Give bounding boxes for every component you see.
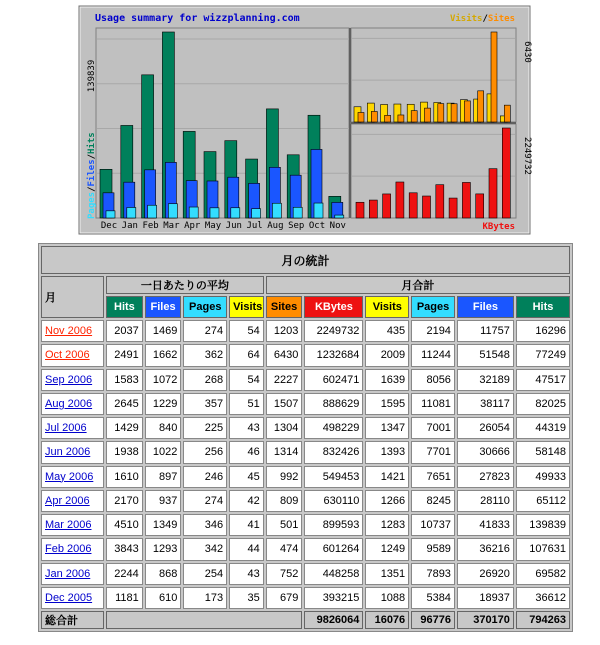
x-tick-jan: Jan <box>121 221 138 231</box>
bar-pages-nov <box>335 215 344 218</box>
daily-pages-cell: 274 <box>183 490 227 512</box>
month-link[interactable]: Sep 2006 <box>45 373 93 386</box>
total-visits-cell: 1595 <box>365 393 409 415</box>
monthly-total-header: 月合計 <box>266 276 570 294</box>
grand-total-files: 370170 <box>457 611 514 629</box>
legend-files: Files <box>87 159 97 187</box>
total-kbytes-cell: 549453 <box>304 466 363 488</box>
bar-kbytes-may <box>423 196 431 218</box>
daily-hits-cell: 1181 <box>106 587 143 609</box>
bar-sites-jul <box>451 104 457 122</box>
daily-pages-cell: 256 <box>183 441 227 463</box>
daily-pages-cell: 254 <box>183 563 227 585</box>
stats-title: 月の統計 <box>41 246 570 274</box>
total-hits-cell: 47517 <box>516 369 570 391</box>
total-files-cell: 38117 <box>457 393 514 415</box>
total-sites-cell: 809 <box>266 490 303 512</box>
total-files-cell: 26920 <box>457 563 514 585</box>
total-sites-cell: 752 <box>266 563 303 585</box>
total-pages-cell: 11244 <box>411 344 455 366</box>
bar-pages-may <box>210 208 219 218</box>
month-link[interactable]: Jul 2006 <box>45 422 87 435</box>
usage-chart-svg <box>79 6 530 234</box>
bar-kbytes-sep <box>476 194 484 218</box>
total-sites-cell: 1507 <box>266 393 303 415</box>
kbytes-label: KBytes <box>482 222 515 232</box>
daily-col-header-files: Files <box>145 296 182 318</box>
bar-pages-feb <box>148 205 157 218</box>
total-kbytes-cell: 602471 <box>304 369 363 391</box>
total-visits-cell: 2009 <box>365 344 409 366</box>
legend-pages: Pages <box>87 191 97 219</box>
month-column-header: 月 <box>41 276 104 318</box>
total-pages-cell: 7651 <box>411 466 455 488</box>
x-tick-mar: Mar <box>163 221 180 231</box>
daily-visits-cell: 54 <box>229 369 264 391</box>
daily-pages-cell: 225 <box>183 417 227 439</box>
daily-pages-cell: 246 <box>183 466 227 488</box>
legend-sep: / <box>482 14 488 24</box>
totals-row <box>41 611 570 629</box>
bar-pages-apr <box>189 207 198 218</box>
bar-sites-mar <box>398 115 404 122</box>
bar-kbytes-apr <box>409 193 417 218</box>
daily-hits-cell: 3843 <box>106 538 143 560</box>
bar-sites-aug <box>464 101 470 122</box>
daily-hits-cell: 2491 <box>106 344 143 366</box>
daily-visits-cell: 44 <box>229 538 264 560</box>
daily-visits-cell: 43 <box>229 563 264 585</box>
month-link[interactable]: Jun 2006 <box>45 446 91 459</box>
total-files-cell: 28110 <box>457 490 514 512</box>
daily-col-header-pages: Pages <box>183 296 227 318</box>
month-cell <box>41 393 104 415</box>
bar-pages-aug <box>272 203 281 218</box>
total-col-header-pages: Pages <box>411 296 455 318</box>
daily-visits-cell: 45 <box>229 466 264 488</box>
daily-files-cell: 1229 <box>145 393 182 415</box>
total-pages-cell: 7701 <box>411 441 455 463</box>
x-tick-may: May <box>204 221 222 231</box>
grand-total-pages: 96776 <box>411 611 455 629</box>
month-link[interactable]: Nov 2006 <box>45 325 93 338</box>
daily-hits-cell: 2645 <box>106 393 143 415</box>
total-hits-cell: 16296 <box>516 320 570 342</box>
daily-visits-cell: 35 <box>229 587 264 609</box>
total-sites-cell: 474 <box>266 538 303 560</box>
month-cell <box>41 538 104 560</box>
total-visits-cell: 1639 <box>365 369 409 391</box>
table-row <box>41 538 570 560</box>
daily-hits-cell: 1429 <box>106 417 143 439</box>
month-cell <box>41 490 104 512</box>
daily-pages-cell: 346 <box>183 514 227 536</box>
month-cell <box>41 417 104 439</box>
total-files-cell: 36216 <box>457 538 514 560</box>
month-cell <box>41 563 104 585</box>
total-visits-cell: 1249 <box>365 538 409 560</box>
legend-sites: Sites <box>487 14 515 24</box>
total-kbytes-cell: 888629 <box>304 393 363 415</box>
month-link[interactable]: May 2006 <box>45 470 94 483</box>
daily-files-cell: 840 <box>145 417 182 439</box>
daily-pages-cell: 274 <box>183 320 227 342</box>
total-visits-cell: 1283 <box>365 514 409 536</box>
total-files-cell: 18937 <box>457 587 514 609</box>
total-kbytes-cell: 832426 <box>304 441 363 463</box>
total-hits-cell: 36612 <box>516 587 570 609</box>
total-sites-cell: 1203 <box>266 320 303 342</box>
total-sites-cell: 679 <box>266 587 303 609</box>
daily-visits-cell: 46 <box>229 441 264 463</box>
total-files-cell: 26054 <box>457 417 514 439</box>
bar-kbytes-dec <box>356 202 364 218</box>
daily-files-cell: 1022 <box>145 441 182 463</box>
total-files-cell: 51548 <box>457 344 514 366</box>
total-kbytes-cell: 899593 <box>304 514 363 536</box>
total-visits-cell: 1347 <box>365 417 409 439</box>
daily-files-cell: 937 <box>145 490 182 512</box>
totals-blank <box>106 611 302 629</box>
total-pages-cell: 10737 <box>411 514 455 536</box>
main-y-legend: Pages/Files/Hits <box>87 132 97 219</box>
daily-pages-cell: 173 <box>183 587 227 609</box>
daily-visits-cell: 64 <box>229 344 264 366</box>
bar-kbytes-aug <box>462 182 470 218</box>
x-tick-dec: Dec <box>100 221 118 231</box>
bar-kbytes-mar <box>396 182 404 218</box>
bar-kbytes-jul <box>449 198 457 218</box>
daily-files-cell: 610 <box>145 587 182 609</box>
daily-hits-cell: 2170 <box>106 490 143 512</box>
total-visits-cell: 435 <box>365 320 409 342</box>
total-pages-cell: 11081 <box>411 393 455 415</box>
total-col-header-hits: Hits <box>516 296 570 318</box>
month-link[interactable]: Jan 2006 <box>45 567 91 580</box>
month-cell <box>41 344 104 366</box>
bar-sites-may <box>425 108 431 122</box>
table-row <box>41 393 570 415</box>
x-tick-apr: Apr <box>184 221 201 231</box>
bar-pages-dec <box>106 211 115 218</box>
total-kbytes-cell: 498229 <box>304 417 363 439</box>
table-row <box>41 490 570 512</box>
x-tick-nov: Nov <box>329 221 346 231</box>
daily-pages-cell: 342 <box>183 538 227 560</box>
daily-files-cell: 897 <box>145 466 182 488</box>
bar-sites-sep <box>478 91 484 122</box>
total-hits-cell: 139839 <box>516 514 570 536</box>
grand-total-hits: 794263 <box>516 611 570 629</box>
total-sites-cell: 1304 <box>266 417 303 439</box>
total-files-cell: 11757 <box>457 320 514 342</box>
table-row <box>41 466 570 488</box>
month-cell <box>41 587 104 609</box>
total-files-cell: 27823 <box>457 466 514 488</box>
bar-pages-jun <box>231 208 240 218</box>
bar-pages-oct <box>314 203 323 218</box>
daily-hits-cell: 1938 <box>106 441 143 463</box>
total-visits-cell: 1421 <box>365 466 409 488</box>
total-files-cell: 30666 <box>457 441 514 463</box>
monthly-stats-table <box>39 244 572 631</box>
total-col-header-visits: Visits <box>365 296 409 318</box>
total-files-cell: 32189 <box>457 369 514 391</box>
total-kbytes-cell: 601264 <box>304 538 363 560</box>
bar-kbytes-feb <box>383 194 391 218</box>
kbytes-y-max-label: 2249732 <box>522 137 532 175</box>
daily-pages-cell: 268 <box>183 369 227 391</box>
daily-hits-cell: 1583 <box>106 369 143 391</box>
x-tick-aug: Aug <box>267 221 284 231</box>
x-tick-jul: Jul <box>246 221 263 231</box>
month-link[interactable]: Dec 2005 <box>45 591 93 604</box>
bar-kbytes-nov <box>502 128 510 218</box>
table-row <box>41 587 570 609</box>
month-link[interactable]: Mar 2006 <box>45 519 92 532</box>
grand-total-visits: 16076 <box>365 611 409 629</box>
total-col-header-kbytes: KBytes <box>304 296 363 318</box>
daily-files-cell: 1293 <box>145 538 182 560</box>
daily-visits-cell: 42 <box>229 490 264 512</box>
table-row <box>41 344 570 366</box>
total-pages-cell: 7001 <box>411 417 455 439</box>
month-cell <box>41 466 104 488</box>
bar-sites-dec <box>358 112 364 122</box>
total-col-header-sites: Sites <box>266 296 303 318</box>
totals-label: 総合計 <box>41 611 104 629</box>
table-row <box>41 514 570 536</box>
bar-kbytes-jan <box>369 200 377 218</box>
total-hits-cell: 65112 <box>516 490 570 512</box>
daily-files-cell: 868 <box>145 563 182 585</box>
bar-pages-jul <box>252 209 261 218</box>
total-kbytes-cell: 393215 <box>304 587 363 609</box>
grand-total-kbytes: 9826064 <box>304 611 363 629</box>
total-sites-cell: 1314 <box>266 441 303 463</box>
total-pages-cell: 8245 <box>411 490 455 512</box>
total-pages-cell: 8056 <box>411 369 455 391</box>
daily-visits-cell: 51 <box>229 393 264 415</box>
total-kbytes-cell: 448258 <box>304 563 363 585</box>
total-col-header-files: Files <box>457 296 514 318</box>
daily-col-header-hits: Hits <box>106 296 143 318</box>
daily-col-header-visits: Visits <box>229 296 264 318</box>
month-cell <box>41 320 104 342</box>
bar-sites-apr <box>411 111 417 122</box>
daily-files-cell: 1349 <box>145 514 182 536</box>
total-pages-cell: 2194 <box>411 320 455 342</box>
total-hits-cell: 77249 <box>516 344 570 366</box>
legend-visits: Visits <box>449 14 483 24</box>
legend-hits: Hits <box>87 132 97 154</box>
total-hits-cell: 44319 <box>516 417 570 439</box>
month-link[interactable]: Feb 2006 <box>45 543 92 556</box>
total-hits-cell: 82025 <box>516 393 570 415</box>
daily-hits-cell: 2244 <box>106 563 143 585</box>
total-kbytes-cell: 2249732 <box>304 320 363 342</box>
total-pages-cell: 5384 <box>411 587 455 609</box>
total-sites-cell: 992 <box>266 466 303 488</box>
bar-kbytes-jun <box>436 185 444 218</box>
table-row <box>41 417 570 439</box>
daily-pages-cell: 357 <box>183 393 227 415</box>
x-tick-oct: Oct <box>308 221 326 231</box>
total-hits-cell: 69582 <box>516 563 570 585</box>
daily-hits-cell: 4510 <box>106 514 143 536</box>
month-cell <box>41 514 104 536</box>
daily-visits-cell: 43 <box>229 417 264 439</box>
total-visits-cell: 1351 <box>365 563 409 585</box>
chart-title: Usage summary for wizzplanning.com <box>95 13 300 24</box>
total-sites-cell: 501 <box>266 514 303 536</box>
total-hits-cell: 49933 <box>516 466 570 488</box>
total-visits-cell: 1266 <box>365 490 409 512</box>
table-row <box>41 320 570 342</box>
daily-files-cell: 1469 <box>145 320 182 342</box>
bar-sites-jan <box>371 111 377 122</box>
total-sites-cell: 6430 <box>266 344 303 366</box>
total-sites-cell: 2227 <box>266 369 303 391</box>
x-tick-feb: Feb <box>142 221 159 231</box>
total-kbytes-cell: 630110 <box>304 490 363 512</box>
month-cell <box>41 369 104 391</box>
total-pages-cell: 7893 <box>411 563 455 585</box>
daily-hits-cell: 1610 <box>106 466 143 488</box>
month-link[interactable]: Aug 2006 <box>45 397 93 410</box>
month-link[interactable]: Apr 2006 <box>45 494 90 507</box>
table-row <box>41 563 570 585</box>
monthly-stats-panel <box>38 243 573 632</box>
daily-files-cell: 1662 <box>145 344 182 366</box>
bar-sites-feb <box>385 115 391 122</box>
daily-average-header: 一日あたりの平均 <box>106 276 264 294</box>
bar-kbytes-oct <box>489 169 497 218</box>
bar-pages-jan <box>127 208 136 218</box>
total-visits-cell: 1393 <box>365 441 409 463</box>
table-row <box>41 369 570 391</box>
daily-visits-cell: 54 <box>229 320 264 342</box>
total-hits-cell: 58148 <box>516 441 570 463</box>
month-link[interactable]: Oct 2006 <box>45 349 90 362</box>
visits-sites-legend <box>450 13 515 24</box>
total-hits-cell: 107631 <box>516 538 570 560</box>
usage-summary-chart <box>79 6 530 234</box>
table-row <box>41 441 570 463</box>
month-cell <box>41 441 104 463</box>
total-pages-cell: 9589 <box>411 538 455 560</box>
total-visits-cell: 1088 <box>365 587 409 609</box>
bar-sites-jun <box>438 104 444 122</box>
bar-sites-nov <box>504 105 510 122</box>
visits-y-max-label: 6430 <box>522 41 532 63</box>
total-kbytes-cell: 1232684 <box>304 344 363 366</box>
x-tick-sep: Sep <box>288 221 305 231</box>
daily-files-cell: 1072 <box>145 369 182 391</box>
bar-sites-oct <box>491 32 497 122</box>
bar-pages-sep <box>293 207 302 218</box>
bar-pages-mar <box>168 204 177 218</box>
main-y-max-label: 139839 <box>87 59 97 93</box>
daily-pages-cell: 362 <box>183 344 227 366</box>
x-tick-jun: Jun <box>225 221 242 231</box>
total-files-cell: 41833 <box>457 514 514 536</box>
daily-visits-cell: 41 <box>229 514 264 536</box>
daily-hits-cell: 2037 <box>106 320 143 342</box>
